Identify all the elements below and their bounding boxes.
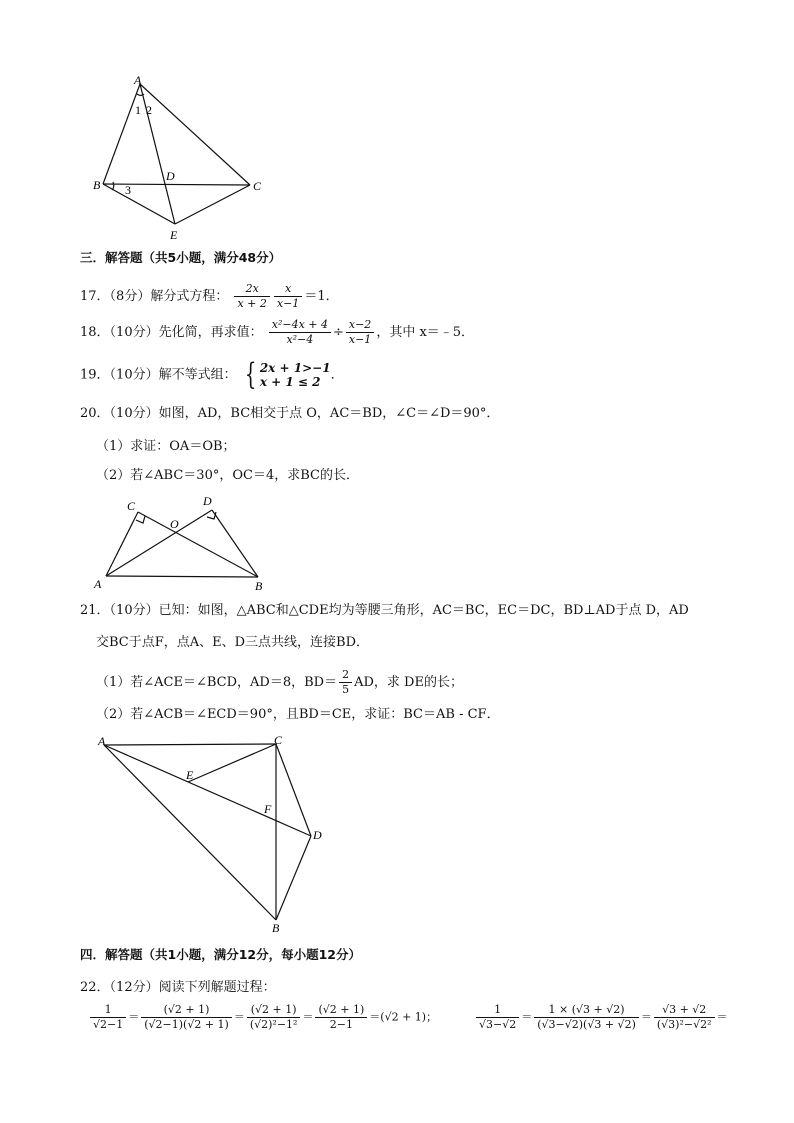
q18-tail: ，其中 x＝﹣5． bbox=[376, 325, 475, 340]
q18-stem: 18．（10分）先化简，再求值： bbox=[80, 325, 263, 340]
fig21-label-F: F bbox=[264, 802, 272, 816]
question-20-part-1: （1）求证：OA＝OB； bbox=[96, 439, 236, 454]
question-21-stem-line-1: 21．（10分）已知：如图，△ABC和△CDE均为等腰三角形，AC＝BC，EC＝DC，BD⊥AD于点 D，AD bbox=[80, 603, 689, 618]
fig21-label-B: B bbox=[272, 921, 280, 935]
question-20-part-2: （2）若∠ABC＝30°，OC＝4，求BC的长． bbox=[96, 468, 359, 483]
question-20-stem: 20．（10分）如图，AD，BC相交于点 O，AC＝BD，∠C＝∠D＝90°． bbox=[80, 406, 500, 421]
label-3: 3 bbox=[125, 183, 131, 197]
q17-tail: ＝1． bbox=[304, 289, 339, 304]
figure-triangle-abce bbox=[85, 72, 275, 242]
section-3-heading: 三．解答题（共5小题，满分48分） bbox=[80, 250, 282, 265]
q18-operator: ÷ bbox=[332, 325, 344, 340]
fig20-label-A: A bbox=[94, 577, 102, 591]
question-21-part-2: （2）若∠ACB＝∠ECD＝90°，且BD＝CE，求证：BC＝AB - CF． bbox=[96, 707, 500, 722]
fig20-label-C: C bbox=[127, 499, 136, 513]
fig21-label-A: A bbox=[98, 734, 106, 748]
label-A: A bbox=[134, 73, 142, 87]
q19-stem: 19．（10分）解不等式组： bbox=[80, 367, 237, 383]
fig20-label-D: D bbox=[203, 494, 212, 508]
fig21-label-D: D bbox=[313, 828, 322, 842]
figure-20 bbox=[90, 492, 280, 592]
q17-fraction-1: $\frac{2x}{x + 2}$ bbox=[234, 282, 269, 311]
q22-derivation-left: $\frac{1}{√2-1}$ ＝ $\frac{(√2 + 1)}{(√2-1)(√2 + 1)}$ ＝ $\frac{(√2 + 1)}{\text{(√2)²−1²}}$ ＝ $\frac{(√2 + 1)}{2-1}$ ＝(√2 + 1)； bbox=[88, 1003, 437, 1032]
q17-stem: 17．（8分）解分式方程： bbox=[80, 289, 229, 304]
q19-brace: { bbox=[244, 357, 257, 392]
q21-fraction: $\frac{2}{5}$ bbox=[339, 668, 352, 697]
label-1: 1 bbox=[135, 103, 141, 117]
label-2: 2 bbox=[146, 103, 152, 117]
q19-system: 2x + 1>−1 x + 1 ≤ 2 bbox=[259, 361, 331, 389]
q22-derivation-right: $\frac{1}{√3-√2}$ ＝ $\frac{1 \times (√3 + √2)}{(√3-√2)(√3 + √2)}$ ＝ $\frac{√3 + √2}{\text{(√3)²−√2²}}$ ＝ bbox=[474, 1003, 728, 1032]
question-21-part-1: （1）若∠ACE＝∠BCD，AD＝8，BD＝ $\frac{2}{5}$ AD，求 DE的长； bbox=[96, 668, 463, 696]
q19-tail: ． bbox=[330, 367, 344, 383]
label-B: B bbox=[93, 178, 101, 192]
label-E: E bbox=[170, 228, 178, 242]
question-17 bbox=[80, 282, 339, 311]
fig21-label-E: E bbox=[186, 768, 194, 782]
fig20-label-B: B bbox=[255, 579, 263, 592]
question-19 bbox=[80, 357, 344, 392]
question-18 bbox=[80, 318, 474, 347]
fig20-label-O: O bbox=[170, 517, 179, 531]
section-4-heading: 四．解答题（共1小题，满分12分，每小题12分） bbox=[80, 947, 361, 962]
q18-fraction-2: $\frac{x-2}{x-1}$ bbox=[346, 318, 374, 347]
figure-21 bbox=[90, 730, 330, 935]
question-21-stem-line-2: 交BC于点F，点A、E、D三点共线，连接BD． bbox=[96, 635, 370, 650]
label-D: D bbox=[166, 169, 175, 183]
fig21-label-C: C bbox=[274, 733, 283, 747]
label-C: C bbox=[253, 179, 262, 193]
q17-fraction-2: $\frac{x}{x-1}$ bbox=[274, 282, 302, 311]
question-22-stem: 22．（12分）阅读下列解题过程： bbox=[80, 980, 276, 995]
q18-fraction-1: $\frac{\text{x²−4x + 4}}{\text{x²−4}}$ bbox=[269, 318, 331, 347]
